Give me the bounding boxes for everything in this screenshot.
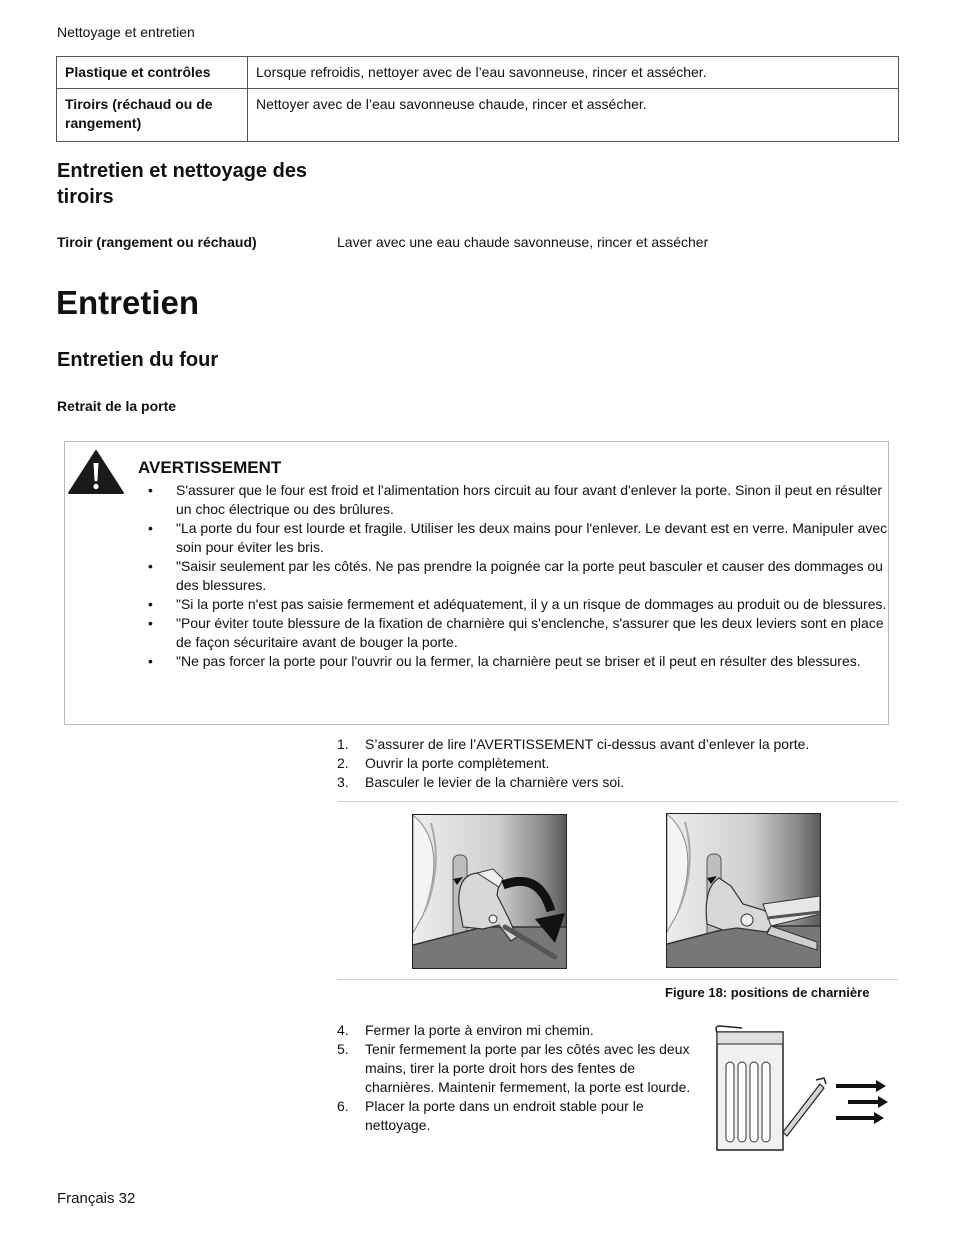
bullet: • [148,596,153,612]
warning-item-text: "Ne pas forcer la porte pour l'ouvrir ou la fermer, la charnière peut se briser et il peut en résulter des blessures. [176,653,861,669]
steps-list-a [337,735,897,792]
warning-item-text: "Si la porte n'est pas saisie fermement et adéquatement, il y a un risque de dommages au produit ou de blessures. [176,596,887,612]
door-removal-subtitle: Retrait de la porte [57,398,177,414]
table-cell-part: Plastique et contrôles [57,57,248,89]
page-footer: Français 32 [57,1190,136,1207]
list-item [337,773,897,792]
table-cell-part: Tiroirs (réchaud ou de rangement) [57,89,248,142]
divider [337,979,898,980]
warning-item [148,595,888,614]
oven-section-title: Entretien du four [57,349,219,371]
hinge-lever-illustration [667,814,820,967]
step-text: Placer la porte dans un endroit stable pour le nettoyage. [365,1098,644,1133]
hinge-figure-open [666,813,821,968]
bullet: • [148,615,153,631]
warning-item-text: "La porte du four est lourde et fragile. Utiliser les deux mains pour l'enlever. Le devant est en verre. Manipuler avec soin pour éviter les bris. [176,520,888,555]
step-text: S’assurer de lire l’AVERTISSEMENT ci-dessus avant d’enlever la porte. [365,736,810,752]
steps-list-b [337,1021,705,1135]
warning-list [148,481,888,671]
bullet: • [148,653,153,669]
table-row [57,89,899,142]
step-text: Fermer la porte à environ mi chemin. [365,1022,594,1038]
bullet: • [148,520,153,536]
drawer-item-text: Laver avec une eau chaude savonneuse, rincer et assécher [337,234,709,250]
warning-item [148,652,888,671]
drawer-section-title: Entretien et nettoyage des tiroirs [57,160,308,208]
step-number: 5. [337,1041,349,1057]
list-item [337,1021,705,1040]
step-number: 1. [337,736,349,752]
figure-caption: Figure 18: positions de charnière [665,985,870,1000]
list-item [337,1097,705,1135]
running-header: Nettoyage et entretien [57,24,195,40]
table-cell-method: Nettoyer avec de l’eau savonneuse chaude, rincer et assécher. [248,89,899,142]
warning-item [148,557,888,595]
step-text: Basculer le levier de la charnière vers soi. [365,774,625,790]
step-number: 6. [337,1098,349,1114]
page-title: Entretien [56,284,200,321]
care-table [56,56,899,142]
warning-item-text: "Pour éviter toute blessure de la fixation de charnière qui s'enclenche, s'assurer que les deux leviers sont en place de façon sécuritaire avant de bouger la porte. [176,615,884,650]
divider [337,801,898,802]
step-number: 4. [337,1022,349,1038]
warning-title: AVERTISSEMENT [138,458,282,477]
list-item [337,735,897,754]
step-number: 3. [337,774,349,790]
warning-triangle-icon [67,449,125,495]
step-number: 2. [337,755,349,771]
warning-item-text: S'assurer que le four est froid et l'alimentation hors circuit au four avant d'enlever la porte. Sinon il peut en résulter un choc électrique ou des brûlures. [176,482,883,517]
warning-item [148,614,888,652]
list-item [337,1040,705,1097]
hinge-figure-closed [412,814,567,969]
warning-item [148,481,888,519]
step-text: Ouvrir la porte complètement. [365,755,550,771]
drawer-item-label: Tiroir (rangement ou réchaud) [57,234,257,250]
warning-item [148,519,888,557]
table-row [57,57,899,89]
bullet: • [148,482,153,498]
warning-item-text: "Saisir seulement par les côtés. Ne pas prendre la poignée car la porte peut basculer et causer des dommages ou des blessures. [176,558,883,593]
bullet: • [148,558,153,574]
step-text: Tenir fermement la porte par les côtés avec les deux mains, tirer la porte droit hors des fentes de charnières. Maintenir fermement, la porte est lourde. [365,1041,691,1095]
table-cell-method: Lorsque refroidis, nettoyer avec de l’eau savonneuse, rincer et assécher. [248,57,899,89]
oven-door-removal-illustration [712,1022,892,1152]
list-item [337,754,897,773]
hinge-lever-illustration [413,815,566,968]
